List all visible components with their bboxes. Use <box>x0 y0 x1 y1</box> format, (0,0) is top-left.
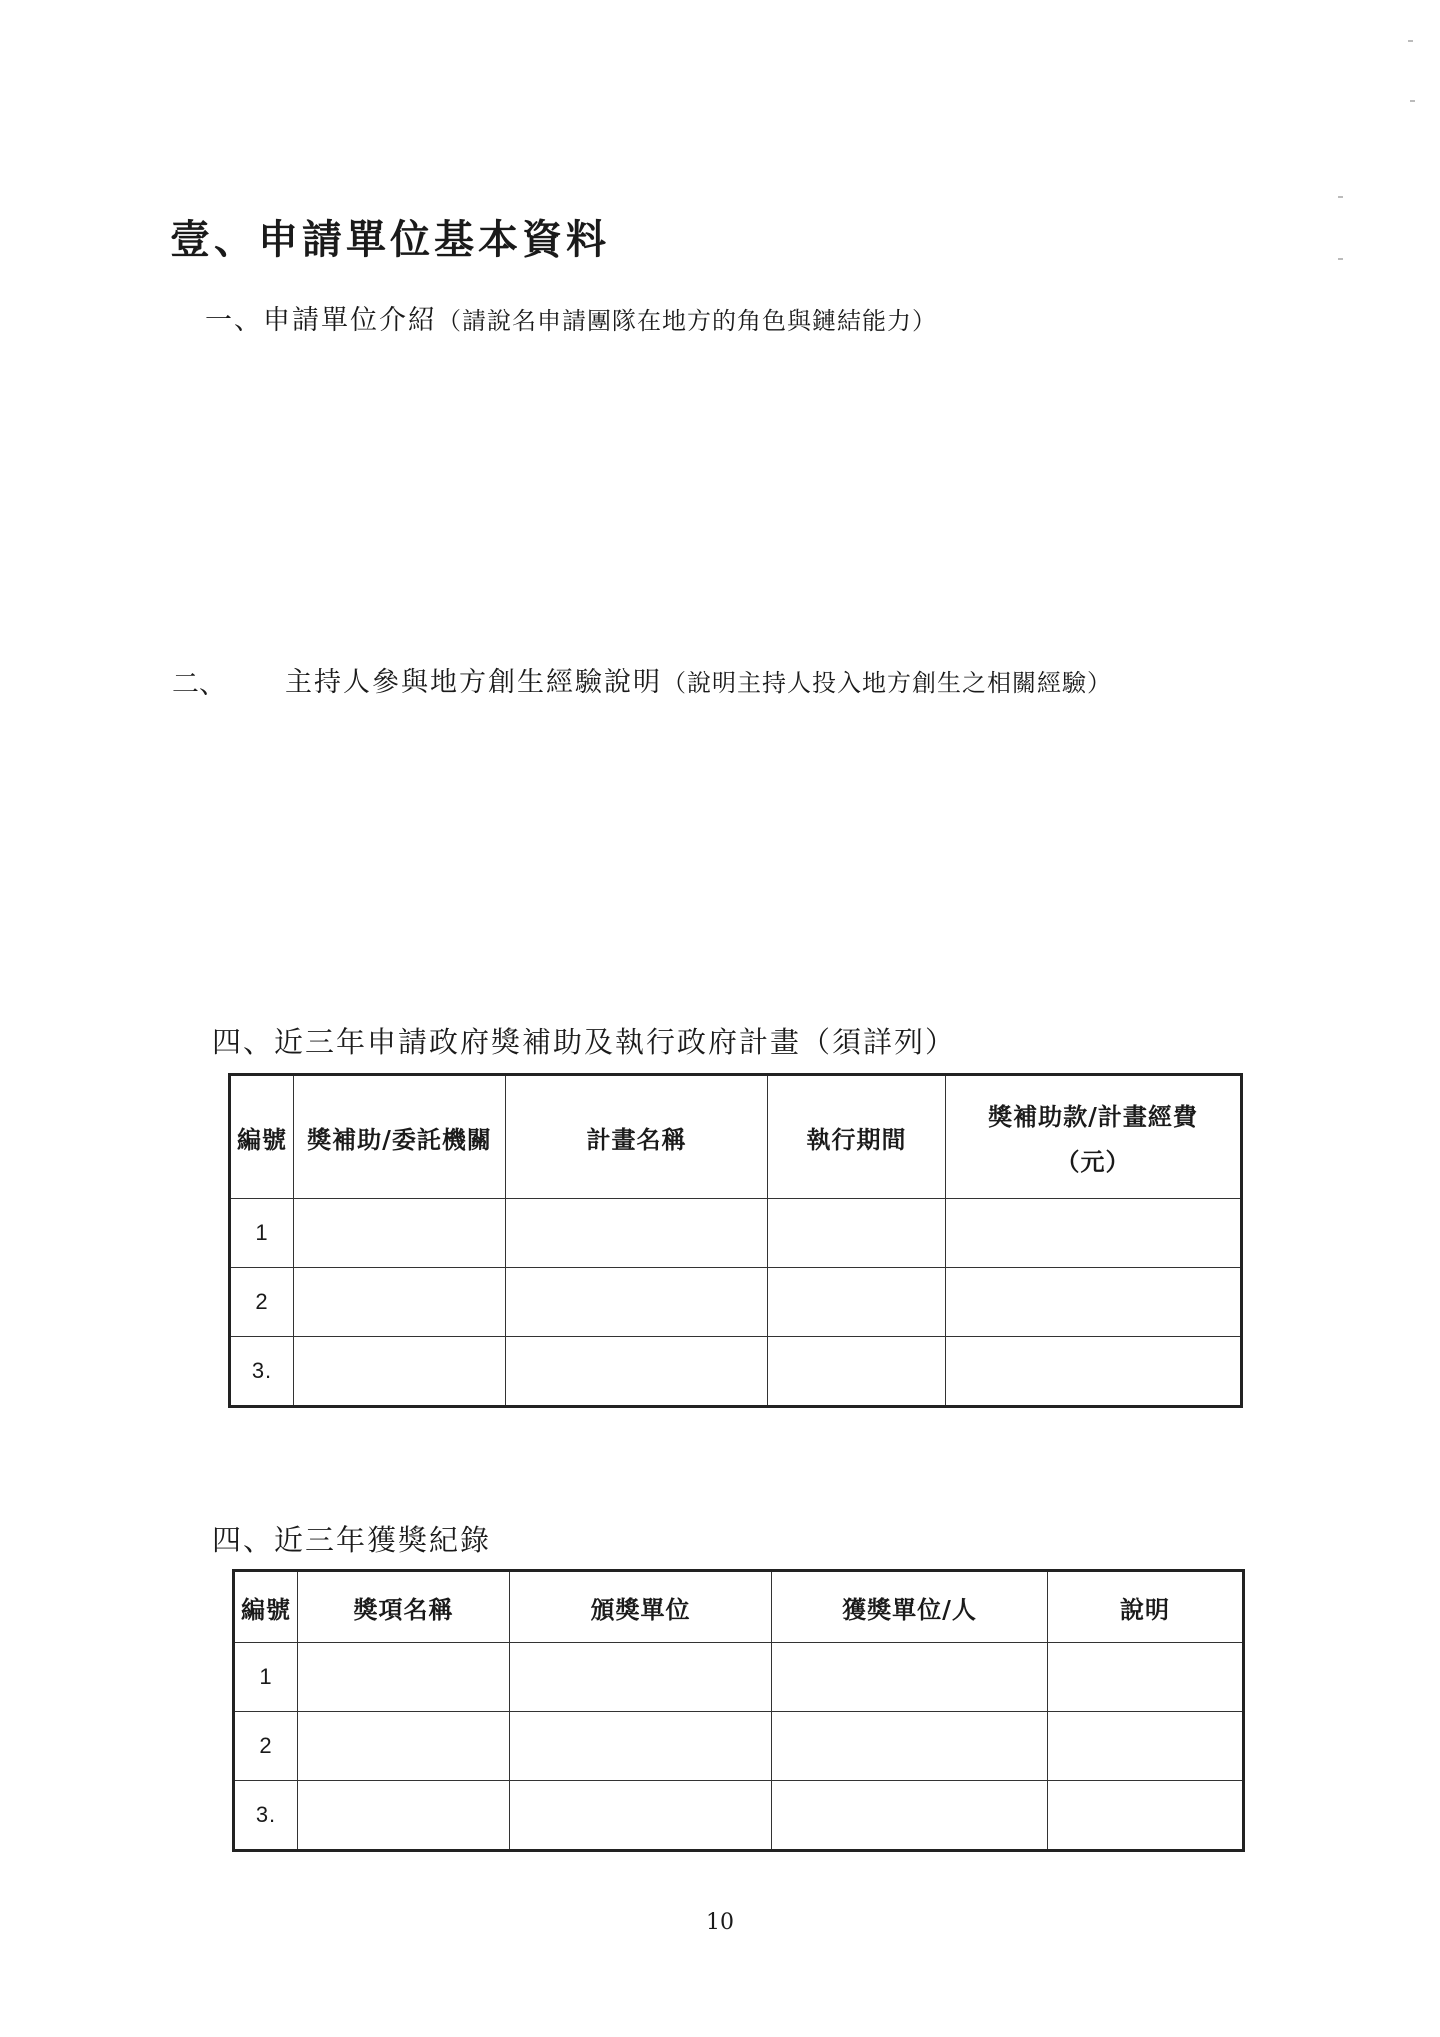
table-cell <box>294 1337 506 1407</box>
header-funding-label: 獎補助款/計畫經費 <box>988 1102 1198 1131</box>
table-cell <box>772 1643 1048 1712</box>
table-cell <box>506 1199 768 1268</box>
table-cell <box>298 1712 510 1781</box>
table-row <box>230 1337 1242 1407</box>
table-cell <box>294 1199 506 1268</box>
table-cell <box>506 1268 768 1337</box>
page-title: 壹、申請單位基本資料 <box>170 216 610 263</box>
scan-speck <box>1338 196 1343 198</box>
scan-speck <box>1410 100 1415 102</box>
section-4-heading: 四、近三年申請政府獎補助及執行政府計畫（須詳列） <box>212 1025 957 1059</box>
table-cell <box>510 1643 772 1712</box>
header-period: 執行期間 <box>768 1075 946 1199</box>
row-number: 2 <box>230 1268 294 1337</box>
section-1-heading <box>205 298 937 337</box>
table-row <box>234 1712 1244 1781</box>
grants-table <box>228 1073 1243 1408</box>
table-cell <box>772 1712 1048 1781</box>
table-row <box>230 1199 1242 1268</box>
table-cell <box>1048 1643 1244 1712</box>
row-number: 3. <box>234 1781 298 1851</box>
table-cell <box>946 1337 1242 1407</box>
page-number: 10 <box>706 1910 734 1935</box>
header-funding-unit: （元） <box>1055 1147 1131 1176</box>
table-cell <box>946 1268 1242 1337</box>
table-row <box>230 1268 1242 1337</box>
row-number: 1 <box>230 1199 294 1268</box>
table-cell <box>768 1268 946 1337</box>
table-cell <box>294 1268 506 1337</box>
table-cell <box>1048 1712 1244 1781</box>
section-2-heading <box>285 660 1112 699</box>
header-description: 說明 <box>1048 1571 1244 1643</box>
table-cell <box>506 1337 768 1407</box>
section-1-label: 一、申請單位介紹 <box>205 305 437 336</box>
table-cell <box>510 1712 772 1781</box>
scan-speck <box>1408 40 1413 42</box>
header-project-name: 計畫名稱 <box>506 1075 768 1199</box>
table-cell <box>298 1643 510 1712</box>
row-number: 3. <box>230 1337 294 1407</box>
table-row <box>234 1643 1244 1712</box>
table-cell <box>510 1781 772 1851</box>
table-cell <box>768 1337 946 1407</box>
table-cell <box>298 1781 510 1851</box>
table-cell <box>772 1781 1048 1851</box>
header-number: 編號 <box>230 1075 294 1199</box>
awards-table <box>232 1569 1245 1852</box>
header-award-name: 獎項名稱 <box>298 1571 510 1643</box>
header-issuer: 頒獎單位 <box>510 1571 772 1643</box>
table-header-row <box>230 1075 1242 1199</box>
section-1-note: （請說名申請團隊在地方的角色與鏈結能力） <box>437 307 937 335</box>
table-cell <box>1048 1781 1244 1851</box>
row-number: 2 <box>234 1712 298 1781</box>
section-5-heading: 四、近三年獲獎紀錄 <box>212 1523 492 1557</box>
table-row <box>234 1781 1244 1851</box>
header-funding <box>946 1075 1242 1199</box>
section-2-number: 二、 <box>172 669 226 700</box>
table-header-row <box>234 1571 1244 1643</box>
table-cell <box>768 1199 946 1268</box>
header-number: 編號 <box>234 1571 298 1643</box>
scan-speck <box>1338 258 1343 260</box>
table-cell <box>946 1199 1242 1268</box>
header-recipient: 獲獎單位/人 <box>772 1571 1048 1643</box>
section-2-label: 主持人參與地方創生經驗說明 <box>285 667 662 698</box>
row-number: 1 <box>234 1643 298 1712</box>
section-2-note: （說明主持人投入地方創生之相關經驗） <box>662 669 1112 697</box>
header-agency: 獎補助/委託機關 <box>294 1075 506 1199</box>
